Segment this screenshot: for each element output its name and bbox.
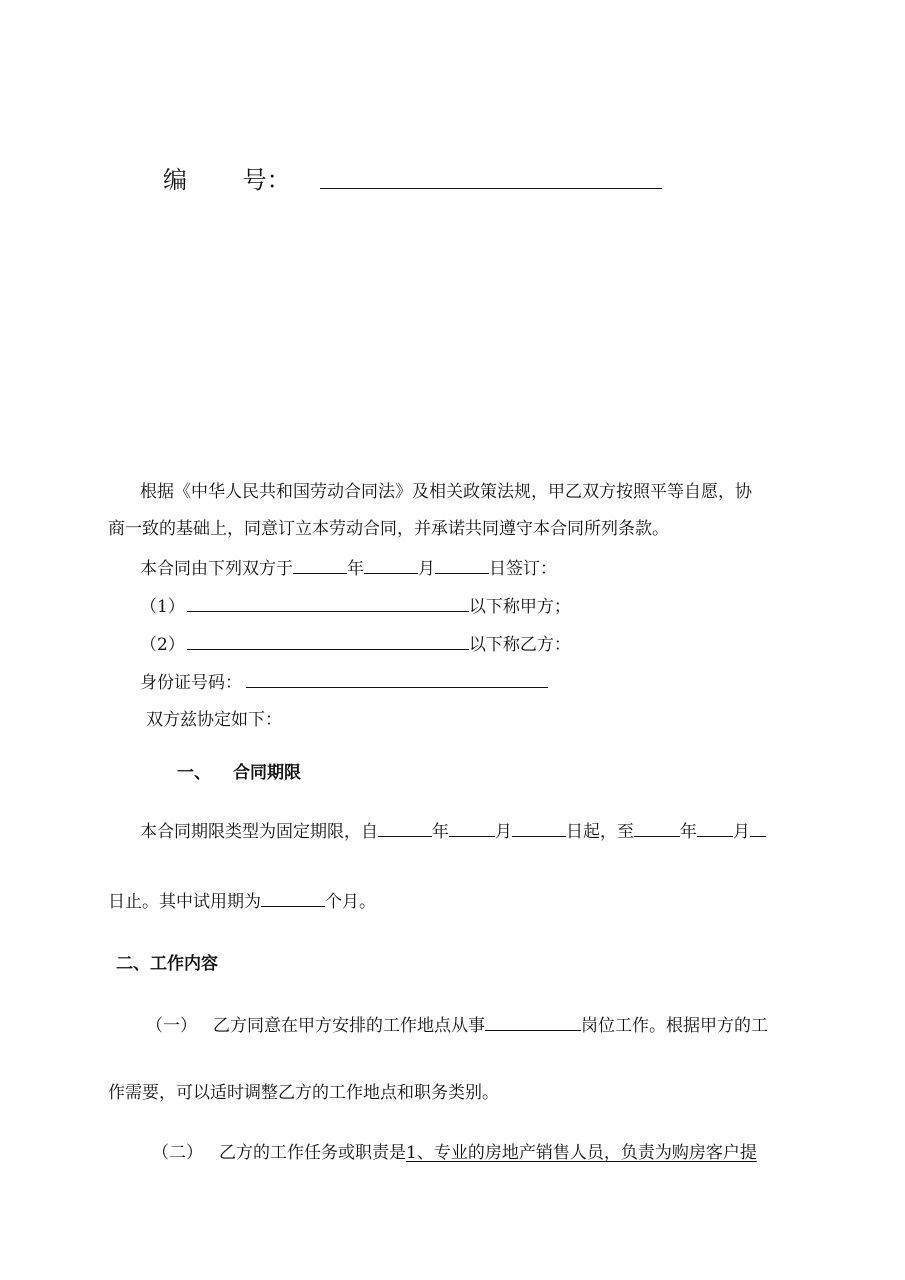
signing-month-label: 月 — [418, 559, 435, 579]
section1-line-2 — [108, 890, 376, 913]
end-month-blank[interactable] — [697, 820, 733, 837]
item2-num: （二） — [152, 1143, 203, 1163]
number-label — [163, 166, 291, 194]
party-a-blank[interactable] — [187, 595, 469, 612]
signing-year-label: 年 — [347, 559, 364, 579]
number-label-char1: 编 — [163, 166, 187, 194]
signing-day-label: 日签订： — [489, 559, 557, 579]
intro-line-1: 根据《中华人民共和国劳动合同法》及相关政策法规，甲乙双方按照平等自愿，协 — [140, 482, 752, 502]
term-prefix: 本合同期限类型为固定期限，自 — [140, 822, 378, 842]
signing-day-blank[interactable] — [435, 557, 489, 574]
signing-prefix: 本合同由下列双方于 — [140, 559, 293, 579]
section1-num: 一、 — [177, 763, 211, 783]
section1-heading — [177, 762, 301, 784]
intro-line-2: 商一致的基础上，同意订立本劳动合同，并承诺共同遵守本合同所列条款。 — [108, 519, 669, 539]
section2-item1-line1 — [146, 1014, 768, 1037]
signing-month-blank[interactable] — [364, 557, 418, 574]
section2-heading: 二、工作内容 — [116, 954, 218, 974]
section1-title: 合同期限 — [233, 763, 301, 783]
end-month-tail-blank[interactable] — [750, 820, 766, 837]
probation-blank[interactable] — [261, 890, 325, 907]
start-day-label: 日起，至 — [566, 822, 634, 842]
item1-suffix: 岗位工作。根据甲方的工 — [581, 1016, 768, 1036]
start-month-blank[interactable] — [449, 820, 495, 837]
position-blank[interactable] — [485, 1014, 581, 1031]
section2-item1-line2: 作需要，可以适时调整乙方的工作地点和职务类别。 — [108, 1083, 499, 1103]
item2-text: 乙方的工作任务或职责是 — [219, 1143, 406, 1163]
signing-date — [140, 557, 557, 580]
number-blank[interactable] — [320, 188, 662, 189]
party-b-suffix: 以下称乙方： — [468, 635, 571, 655]
end-year-blank[interactable] — [634, 820, 680, 837]
id-number-blank[interactable] — [246, 671, 548, 688]
start-month-label: 月 — [495, 822, 512, 842]
id-number-label: 身份证号码： — [140, 673, 242, 693]
signing-year-blank[interactable] — [293, 557, 347, 574]
section2-item2-line1 — [152, 1142, 757, 1164]
item2-duties-underlined: 1、专业的房地产销售人员，负责为购房客户提 — [406, 1143, 757, 1163]
party-b-num: （2） — [140, 635, 185, 655]
party-a-suffix: 以下称甲方； — [468, 597, 571, 617]
end-month-label: 月 — [733, 822, 750, 842]
party-a-num: （1） — [140, 597, 185, 617]
party-b-blank[interactable] — [187, 633, 469, 650]
agreement-text: 双方兹协定如下： — [146, 710, 282, 730]
party-b-line — [140, 633, 571, 656]
start-year-label: 年 — [432, 822, 449, 842]
item1-text: 乙方同意在甲方安排的工作地点从事 — [213, 1016, 485, 1036]
party-a-line — [140, 595, 571, 618]
id-number-line — [140, 671, 548, 694]
number-label-char2: 号： — [242, 166, 291, 194]
end-year-label: 年 — [680, 822, 697, 842]
section1-line-1 — [140, 820, 766, 843]
start-day-blank[interactable] — [512, 820, 566, 837]
item1-num: （一） — [146, 1016, 197, 1036]
probation-prefix: 日止。其中试用期为 — [108, 892, 261, 912]
probation-suffix: 个月。 — [325, 892, 376, 912]
start-year-blank[interactable] — [378, 820, 432, 837]
